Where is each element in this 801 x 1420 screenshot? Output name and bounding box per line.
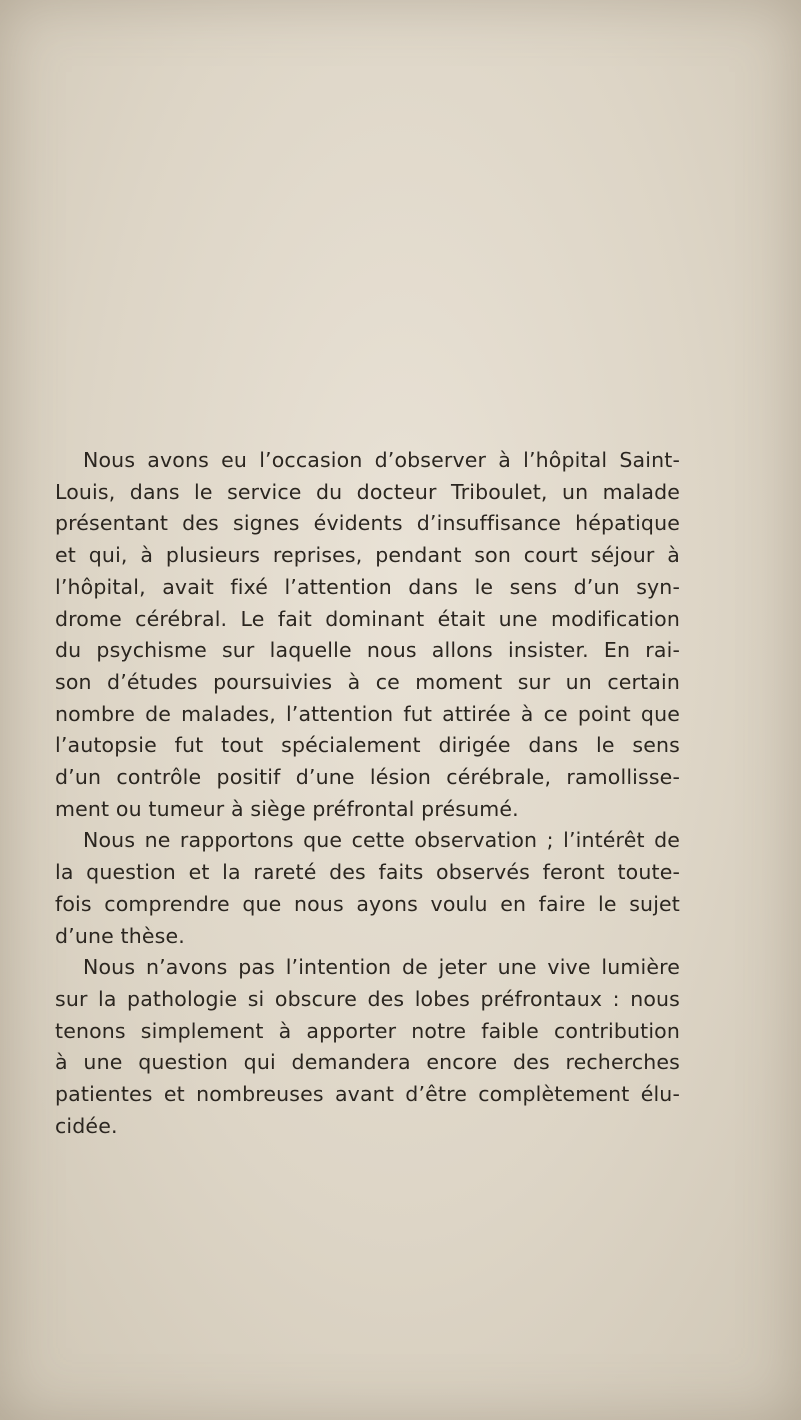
text-line: du psychisme sur laquelle nous allons insister. En rai- xyxy=(55,638,680,663)
text-line: drome cérébral. Le fait dominant était une modification xyxy=(55,606,680,631)
text-line: l’hôpital, avait fixé l’attention dans le sens d’un syn- xyxy=(55,574,680,599)
text-line: son d’études poursuivies à ce moment sur un certain xyxy=(55,669,680,694)
text-line: à une question qui demandera encore des recherches xyxy=(55,1050,680,1075)
text-line: Louis, dans le service du docteur Triboulet, un malade xyxy=(55,479,680,504)
text-line: l’autopsie fut tout spécialement dirigée dans le sens xyxy=(55,733,680,758)
text-line: cidée. xyxy=(55,1113,118,1138)
paragraph-2 xyxy=(55,825,680,952)
text-line: Nous avons eu l’occasion d’observer à l’hôpital Saint- xyxy=(83,448,680,472)
text-line: fois comprendre que nous ayons voulu en faire le sujet xyxy=(55,891,680,916)
text-line: d’un contrôle positif d’une lésion cérébrale, ramollisse- xyxy=(55,765,680,790)
text-line: Nous n’avons pas l’intention de jeter une vive lumière xyxy=(83,955,680,980)
text-line: Nous ne rapportons que cette observation ; l’intérêt de xyxy=(83,828,680,853)
document-body xyxy=(55,445,680,1142)
paragraph-3 xyxy=(55,952,680,1142)
text-line: patientes et nombreuses avant d’être complètement élu- xyxy=(55,1082,680,1107)
text-line: et qui, à plusieurs reprises, pendant son court séjour à xyxy=(55,543,680,568)
text-line: présentant des signes évidents d’insuffisance hépatique xyxy=(55,511,680,536)
text-line: tenons simplement à apporter notre faible contribution xyxy=(55,1018,680,1043)
paragraph-1 xyxy=(55,445,680,825)
text-line: sur la pathologie si obscure des lobes préfrontaux : nous xyxy=(55,986,680,1011)
text-line: la question et la rareté des faits observés feront toute- xyxy=(55,860,680,885)
text-line: d’une thèse. xyxy=(55,923,185,948)
text-line: nombre de malades, l’attention fut attirée à ce point que xyxy=(55,701,680,726)
text-line: ment ou tumeur à siège préfrontal présumé. xyxy=(55,796,519,821)
